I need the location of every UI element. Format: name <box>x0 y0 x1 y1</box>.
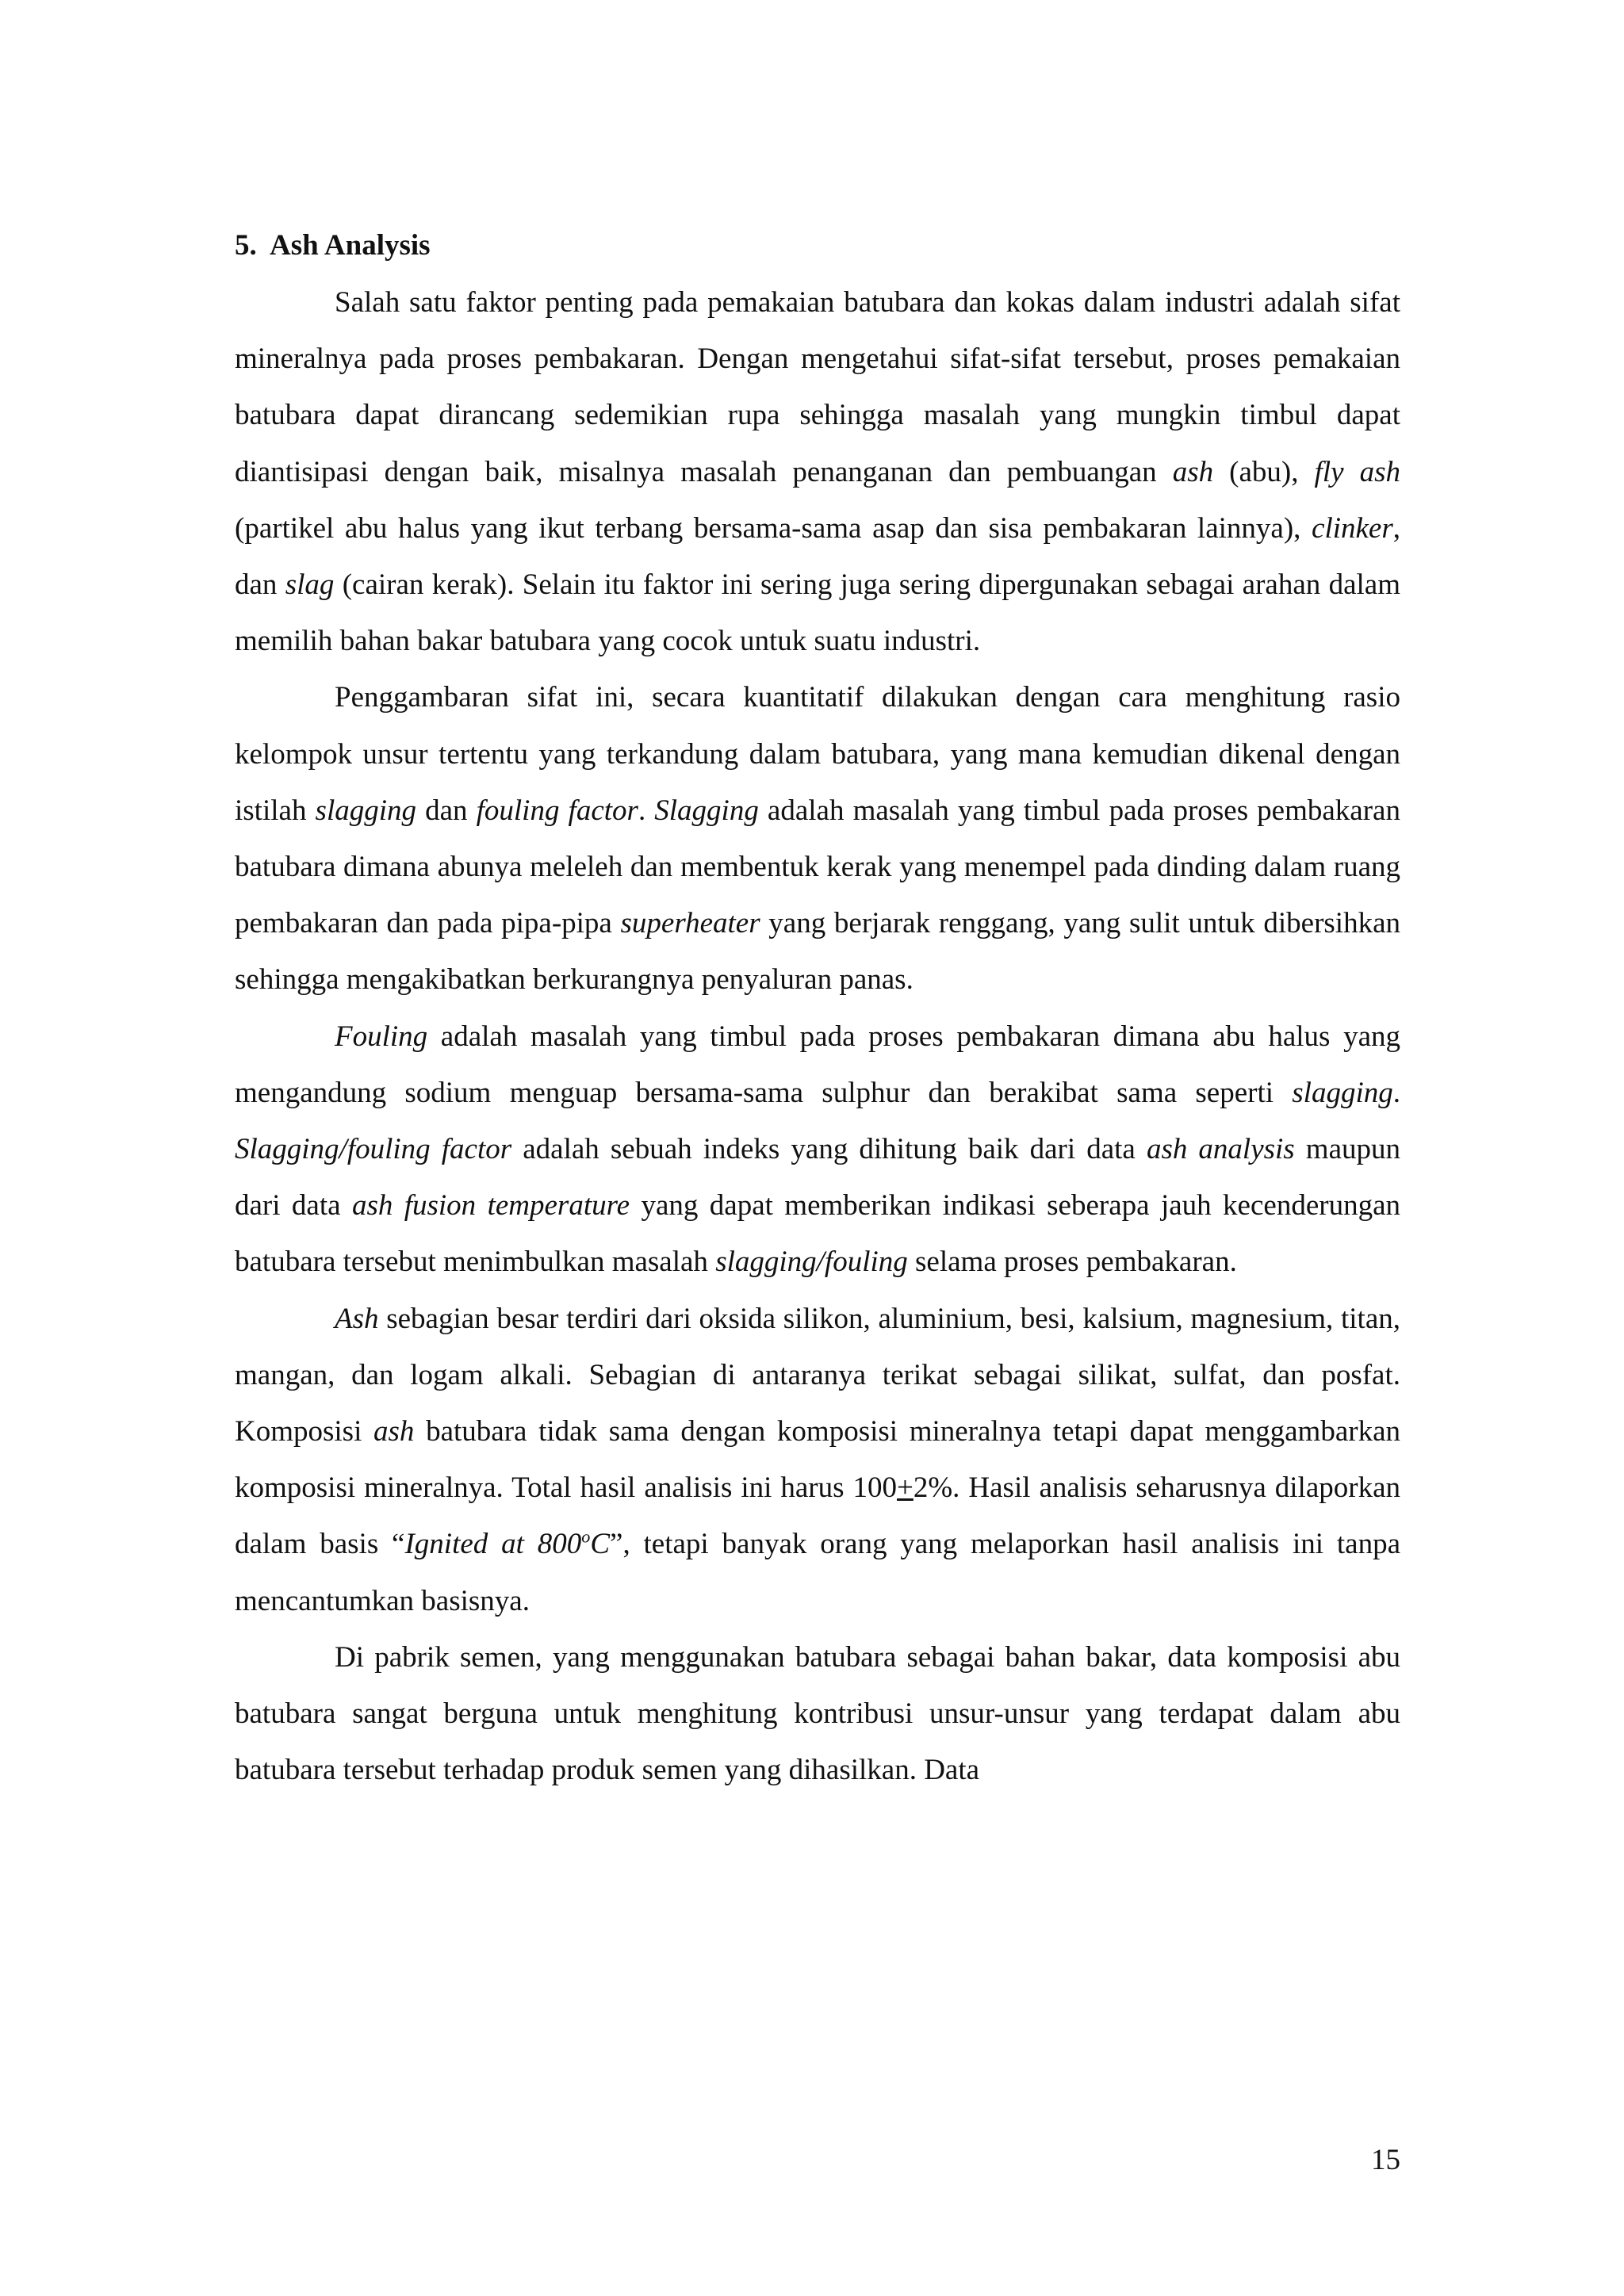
italic-term: ash <box>373 1415 415 1448</box>
paragraph-3 <box>235 1008 1400 1291</box>
section-number: 5. <box>235 229 257 262</box>
italic-term: Fouling <box>335 1020 428 1053</box>
text-run: (cairan kerak). Selain itu faktor ini sering juga sering dipergunakan sebagai arahan dalam memilih bahan bakar batubara yang cocok untuk suatu industri. <box>235 568 1400 658</box>
text-run: batubara tidak sama dengan komposisi mineralnya tetapi dapat menggambarkan komposisi mineralnya. Total hasil analisis ini harus 100 <box>235 1415 1400 1505</box>
italic-term: Slagging/fouling factor <box>235 1133 512 1166</box>
italic-term: ash fusion temperature <box>351 1189 630 1223</box>
italic-term: superheater <box>620 907 760 940</box>
degree-superscript: o <box>581 1527 591 1548</box>
text-run: yang dapat memberikan indikasi seberapa jauh kecenderungan batubara tersebut menimbulkan masalah <box>235 1189 1400 1279</box>
italic-term: clinker <box>1312 511 1393 545</box>
italic-term: ash analysis <box>1146 1133 1295 1166</box>
text-run: , dan <box>235 511 1400 602</box>
italic-term: fouling factor <box>476 794 638 827</box>
italic-term: slagging <box>1292 1076 1393 1109</box>
text-run: dan <box>416 794 477 827</box>
text-run: (partikel abu halus yang ikut terbang bersama-sama asap dan sisa pembakaran lainnya), <box>235 511 1312 545</box>
italic-term: Ignited at 800 <box>404 1528 582 1561</box>
text-run: adalah masalah yang timbul pada proses pembakaran dimana abu halus yang mengandung sodium menguap bersama-sama sulphur dan berakibat sama seperti <box>235 1020 1400 1109</box>
italic-term: Ash <box>335 1302 379 1335</box>
paragraph-4 <box>235 1291 1400 1629</box>
italic-term: C <box>590 1528 611 1561</box>
text-run: yang berjarak renggang, yang sulit untuk dibersihkan sehingga mengakibatkan berkurangnya penyaluran panas. <box>235 907 1400 997</box>
italic-term: ash <box>1172 455 1214 488</box>
page-body <box>235 227 1400 1798</box>
italic-term: fly ash <box>1314 455 1400 488</box>
text-run: sebagian besar terdiri dari oksida silikon, aluminium, besi, kalsium, magnesium, titan, mangan, dan logam alkali. Sebagian di antaranya terikat sebagai silikat, sulfat, dan posfat. Komposisi <box>235 1302 1400 1448</box>
text-run: adalah masalah yang timbul pada proses pembakaran batubara dimana abunya meleleh dan membentuk kerak yang menempel pada dinding dalam ruang pembakaran dan pada pipa-pipa <box>235 794 1400 940</box>
paragraph-5 <box>235 1629 1400 1799</box>
text-run: (abu), <box>1213 455 1315 488</box>
text-run: maupun dari data <box>235 1133 1400 1223</box>
paragraph-2 <box>235 669 1400 1008</box>
text-run: ”, tetapi banyak orang yang melaporkan hasil analisis ini tanpa mencantumkan basisnya. <box>235 1528 1401 1617</box>
text-run: selama proses pembakaran. <box>907 1246 1237 1279</box>
italic-term: slag <box>285 568 335 602</box>
text-run: adalah sebuah indeks yang dihitung baik dari data <box>511 1133 1147 1166</box>
section-heading <box>235 227 1400 265</box>
text-run: 2%. Hasil analisis seharusnya dilaporkan dalam basis “ <box>235 1471 1400 1561</box>
section-title: Ash Analysis <box>270 229 431 262</box>
plus-minus-sign: + <box>896 1471 914 1505</box>
text-run: Di pabrik semen, yang menggunakan batubara sebagai bahan bakar, data komposisi abu batubara sangat berguna untuk menghitung kontribusi unsur-unsur yang terdapat dalam abu batubara tersebut terhadap produk semen yang dihasilkan. Data <box>235 1640 1400 1787</box>
text-run: . <box>638 794 655 827</box>
italic-term: slagging/fouling <box>715 1246 908 1279</box>
paragraph-1 <box>235 274 1400 669</box>
page-number: 15 <box>1371 2144 1400 2176</box>
italic-term: Slagging <box>654 794 759 827</box>
text-run: . <box>1392 1076 1400 1109</box>
text-run: Salah satu faktor penting pada pemakaian batubara dan kokas dalam industri adalah sifat mineralnya pada proses pembakaran. Dengan mengetahui sifat-sifat tersebut, proses pemakaian batubara dapat dirancang sedemikian rupa sehingga masalah yang mungkin timbul dapat diantisipasi dengan baik, misalnya masalah penanganan dan pembuangan <box>235 286 1400 488</box>
text-run: Penggambaran sifat ini, secara kuantitatif dilakukan dengan cara menghitung rasio kelompok unsur tertentu yang terkandung dalam batubara, yang mana kemudian dikenal dengan istilah <box>235 681 1400 827</box>
italic-term: slagging <box>315 794 417 827</box>
